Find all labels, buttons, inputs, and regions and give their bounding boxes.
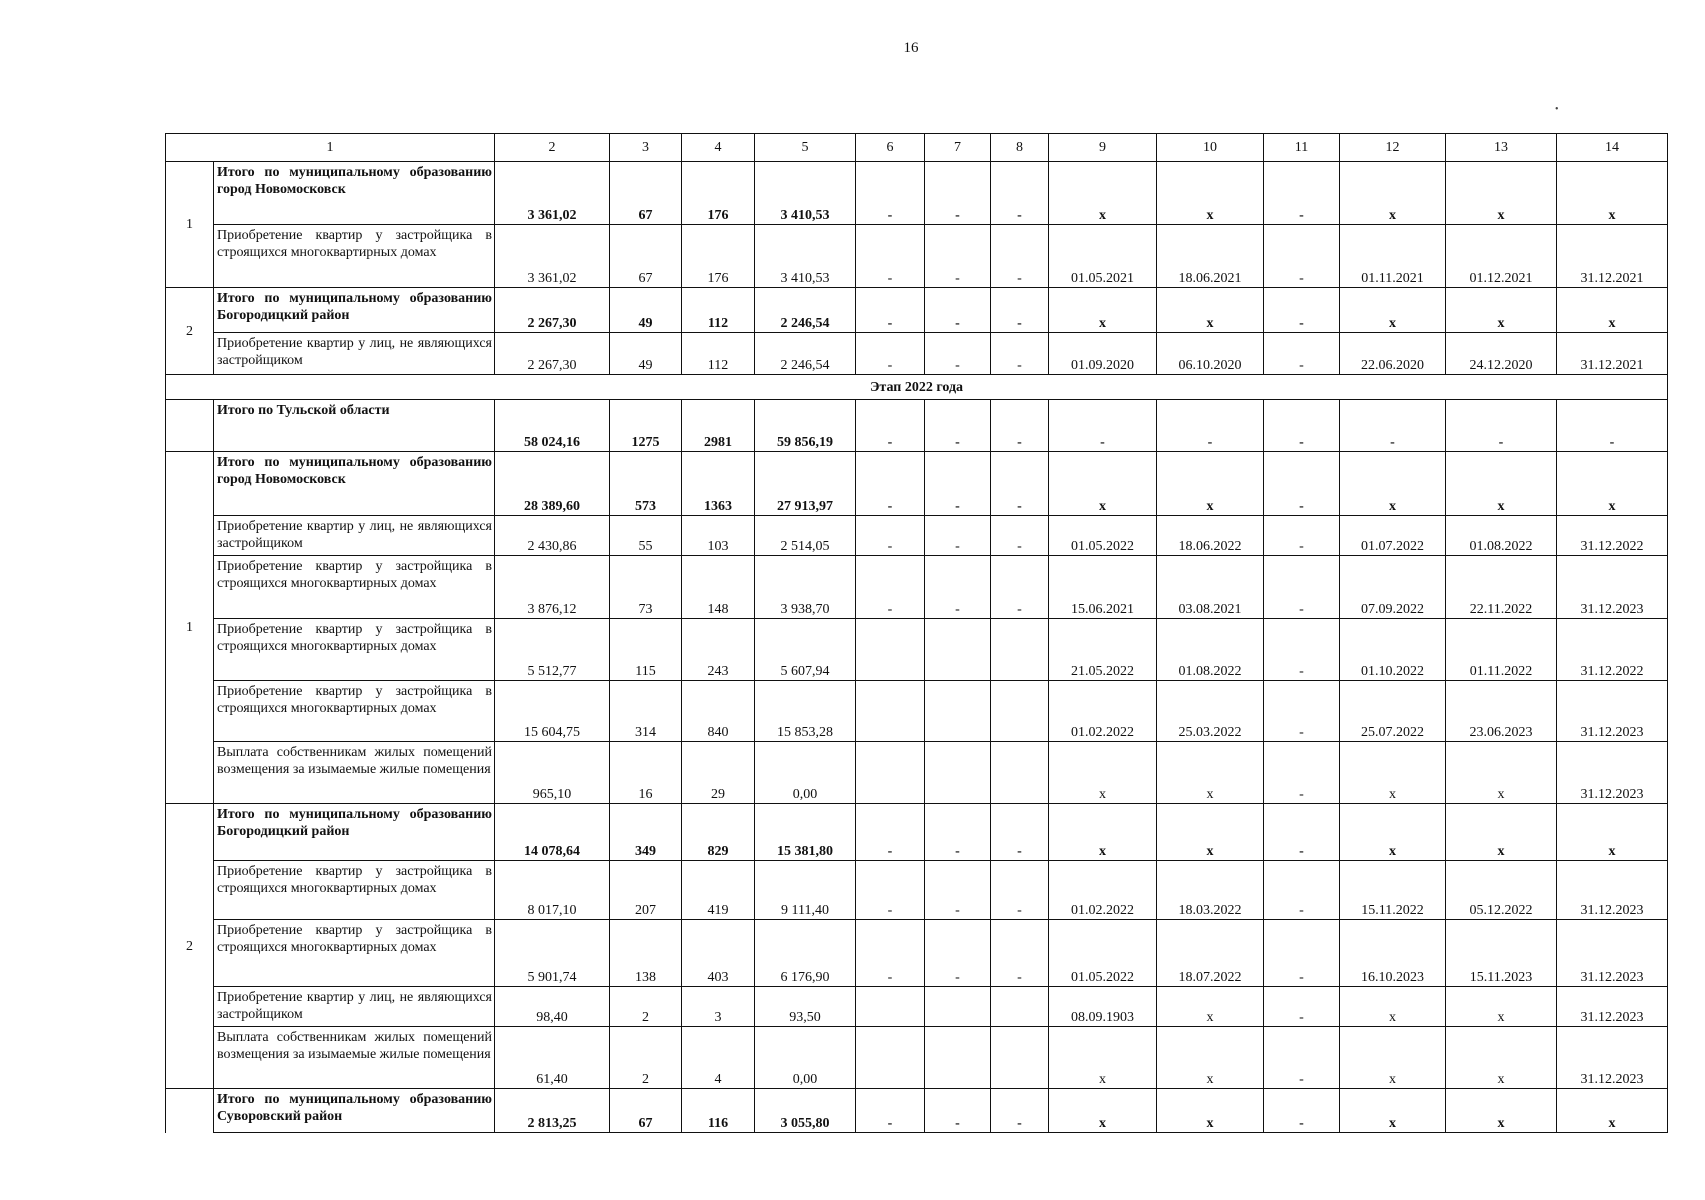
table-cell: 3 876,12	[495, 556, 610, 619]
table-cell: 07.09.2022	[1340, 556, 1446, 619]
table-cell: -	[1264, 556, 1340, 619]
header-cell: 13	[1446, 134, 1557, 162]
row-number: 1	[166, 452, 214, 804]
table-cell: 31.12.2023	[1557, 861, 1668, 920]
table-cell: -	[925, 333, 991, 375]
table-cell: 116	[682, 1089, 755, 1133]
table-cell: 31.12.2022	[1557, 619, 1668, 681]
table-cell: -	[991, 288, 1049, 333]
table-cell: 24.12.2020	[1446, 333, 1557, 375]
table-cell: 25.07.2022	[1340, 681, 1446, 742]
table-cell: x	[1049, 288, 1157, 333]
table-cell: 23.06.2023	[1446, 681, 1557, 742]
table-cell: 22.11.2022	[1446, 556, 1557, 619]
table-cell: -	[1157, 400, 1264, 452]
table-cell: 08.09.1903	[1049, 987, 1157, 1027]
row-name: Итого по муниципальному образованию Богородицкий район	[214, 804, 495, 861]
header-cell: 7	[925, 134, 991, 162]
table-cell: -	[856, 288, 925, 333]
table-row	[166, 225, 1668, 288]
table-cell: 15.06.2021	[1049, 556, 1157, 619]
table-cell: 2	[610, 1027, 682, 1089]
table-cell	[925, 742, 991, 804]
table-cell: -	[925, 516, 991, 556]
table-row	[166, 452, 1668, 516]
table-cell: x	[1340, 288, 1446, 333]
header-cell: 5	[755, 134, 856, 162]
table-cell: x	[1446, 288, 1557, 333]
table-cell: 14 078,64	[495, 804, 610, 861]
table-cell: x	[1049, 1027, 1157, 1089]
table-cell: -	[856, 861, 925, 920]
table-cell: -	[991, 920, 1049, 987]
table-cell: -	[856, 1089, 925, 1133]
table-cell	[856, 681, 925, 742]
row-name: Приобретение квартир у застройщика в строящихся многоквартирных домах	[214, 861, 495, 920]
table-cell: x	[1049, 162, 1157, 225]
row-name: Приобретение квартир у лиц, не являющихся застройщиком	[214, 516, 495, 556]
table-cell: 58 024,16	[495, 400, 610, 452]
table-cell: x	[1340, 1027, 1446, 1089]
table-cell: 28 389,60	[495, 452, 610, 516]
table-cell: 403	[682, 920, 755, 987]
table-cell: 06.10.2020	[1157, 333, 1264, 375]
table-cell	[991, 619, 1049, 681]
row-number	[166, 400, 214, 452]
table-cell: -	[856, 225, 925, 288]
table-cell: 176	[682, 162, 755, 225]
table-cell: 31.12.2021	[1557, 333, 1668, 375]
table-cell: x	[1446, 742, 1557, 804]
table-cell: 01.09.2020	[1049, 333, 1157, 375]
table-cell: 01.08.2022	[1157, 619, 1264, 681]
table-cell: 31.12.2023	[1557, 920, 1668, 987]
table-cell: x	[1049, 804, 1157, 861]
table-cell: -	[1264, 1027, 1340, 1089]
table-cell: -	[991, 556, 1049, 619]
table-cell: -	[1264, 987, 1340, 1027]
table-cell: -	[856, 516, 925, 556]
table-cell: -	[1264, 920, 1340, 987]
row-name: Приобретение квартир у застройщика в строящихся многоквартирных домах	[214, 619, 495, 681]
table-cell: 176	[682, 225, 755, 288]
table-cell: x	[1157, 1027, 1264, 1089]
table-cell: 18.06.2021	[1157, 225, 1264, 288]
table-cell: 5 607,94	[755, 619, 856, 681]
table-cell: 67	[610, 1089, 682, 1133]
table-cell: x	[1049, 452, 1157, 516]
table-cell: 2	[610, 987, 682, 1027]
stage-label: Этап 2022 года	[166, 375, 1668, 400]
table-cell: 112	[682, 288, 755, 333]
table-cell: -	[1264, 400, 1340, 452]
table-cell: -	[1446, 400, 1557, 452]
table-cell: -	[1264, 861, 1340, 920]
table-cell: 103	[682, 516, 755, 556]
table-cell: -	[991, 516, 1049, 556]
table-cell: 314	[610, 681, 682, 742]
table-cell: 31.12.2023	[1557, 681, 1668, 742]
table-cell: 2 267,30	[495, 333, 610, 375]
table-cell: 2 430,86	[495, 516, 610, 556]
table-cell: 67	[610, 225, 682, 288]
table-cell: 2 813,25	[495, 1089, 610, 1133]
scan-speck-mark: •	[1555, 104, 1559, 115]
table-cell: x	[1446, 452, 1557, 516]
table-cell: -	[925, 920, 991, 987]
table-cell: 73	[610, 556, 682, 619]
table-row	[166, 1027, 1668, 1089]
table-cell: -	[1340, 400, 1446, 452]
table-cell: x	[1340, 162, 1446, 225]
table-cell: 2 246,54	[755, 288, 856, 333]
table-cell: 15 604,75	[495, 681, 610, 742]
table-row	[166, 742, 1668, 804]
table-cell: x	[1157, 804, 1264, 861]
row-name: Приобретение квартир у лиц, не являющихся застройщиком	[214, 333, 495, 375]
table-cell: -	[925, 1089, 991, 1133]
table-cell: 01.12.2021	[1446, 225, 1557, 288]
table-cell: 05.12.2022	[1446, 861, 1557, 920]
table-cell: -	[856, 452, 925, 516]
table-cell	[925, 1027, 991, 1089]
table-cell: 29	[682, 742, 755, 804]
table-cell: 0,00	[755, 1027, 856, 1089]
header-cell: 1	[166, 134, 495, 162]
table-row	[166, 681, 1668, 742]
table-cell: 9 111,40	[755, 861, 856, 920]
table-row	[166, 288, 1668, 333]
table-cell: -	[1264, 619, 1340, 681]
table-cell: -	[1264, 1089, 1340, 1133]
table-cell: x	[1157, 288, 1264, 333]
table-cell	[856, 742, 925, 804]
table-cell: -	[991, 1089, 1049, 1133]
table-cell: -	[1049, 400, 1157, 452]
table-cell: -	[1264, 681, 1340, 742]
table-cell: x	[1340, 804, 1446, 861]
table-cell: 01.11.2021	[1340, 225, 1446, 288]
table-cell: x	[1157, 742, 1264, 804]
table-cell: 3	[682, 987, 755, 1027]
table-cell: 31.12.2022	[1557, 516, 1668, 556]
row-name: Итого по Тульской области	[214, 400, 495, 452]
header-cell: 8	[991, 134, 1049, 162]
table-row	[166, 619, 1668, 681]
table-cell: 18.03.2022	[1157, 861, 1264, 920]
table-cell: x	[1446, 987, 1557, 1027]
table-cell	[991, 1027, 1049, 1089]
table-cell: 31.12.2021	[1557, 225, 1668, 288]
table-cell: 01.08.2022	[1446, 516, 1557, 556]
table-cell	[991, 681, 1049, 742]
table-cell	[925, 681, 991, 742]
table-cell: 01.11.2022	[1446, 619, 1557, 681]
header-cell: 14	[1557, 134, 1668, 162]
table-cell: 3 410,53	[755, 162, 856, 225]
table-cell: 31.12.2023	[1557, 742, 1668, 804]
table-cell	[856, 619, 925, 681]
table-cell: 3 361,02	[495, 162, 610, 225]
table-cell: 5 512,77	[495, 619, 610, 681]
table-cell	[856, 1027, 925, 1089]
table-cell: -	[991, 804, 1049, 861]
table-cell: x	[1557, 452, 1668, 516]
table-cell: -	[1264, 516, 1340, 556]
row-name: Приобретение квартир у лиц, не являющихся застройщиком	[214, 987, 495, 1027]
table-cell: 01.05.2021	[1049, 225, 1157, 288]
table-cell: -	[1264, 333, 1340, 375]
table-cell: 98,40	[495, 987, 610, 1027]
data-table	[165, 133, 1668, 1133]
table-cell	[991, 742, 1049, 804]
table-cell: 115	[610, 619, 682, 681]
header-cell: 2	[495, 134, 610, 162]
page-number: 16	[903, 40, 919, 56]
table-cell: x	[1340, 1089, 1446, 1133]
table-cell: 31.12.2023	[1557, 1027, 1668, 1089]
table-cell: 5 901,74	[495, 920, 610, 987]
table-cell: -	[991, 333, 1049, 375]
table-row	[166, 861, 1668, 920]
table-cell: 49	[610, 333, 682, 375]
table-cell: -	[991, 400, 1049, 452]
table-cell: 0,00	[755, 742, 856, 804]
table-cell: 2981	[682, 400, 755, 452]
table-cell: 59 856,19	[755, 400, 856, 452]
header-cell: 6	[856, 134, 925, 162]
table-cell	[856, 987, 925, 1027]
row-name: Выплата собственникам жилых помещений возмещения за изымаемые жилые помещения	[214, 1027, 495, 1089]
table-cell: x	[1340, 987, 1446, 1027]
table-cell: 16.10.2023	[1340, 920, 1446, 987]
header-cell: 11	[1264, 134, 1340, 162]
table-cell: x	[1557, 162, 1668, 225]
table-cell: 2 267,30	[495, 288, 610, 333]
table-cell: 15.11.2022	[1340, 861, 1446, 920]
table-cell: -	[1264, 225, 1340, 288]
table-cell: -	[925, 452, 991, 516]
table-cell: -	[856, 162, 925, 225]
table-cell: 61,40	[495, 1027, 610, 1089]
header-row	[166, 134, 1668, 162]
table-cell: 18.07.2022	[1157, 920, 1264, 987]
header-cell: 9	[1049, 134, 1157, 162]
table-cell: 49	[610, 288, 682, 333]
table-cell: 573	[610, 452, 682, 516]
table-cell: 03.08.2021	[1157, 556, 1264, 619]
table-row	[166, 1089, 1668, 1133]
table-cell: 8 017,10	[495, 861, 610, 920]
row-name: Приобретение квартир у застройщика в строящихся многоквартирных домах	[214, 920, 495, 987]
table-cell: 01.05.2022	[1049, 920, 1157, 987]
oblast-total-row	[166, 400, 1668, 452]
table-row	[166, 804, 1668, 861]
table-cell: 3 055,80	[755, 1089, 856, 1133]
table-cell: 01.02.2022	[1049, 681, 1157, 742]
table-cell: 1363	[682, 452, 755, 516]
table-cell: 2 246,54	[755, 333, 856, 375]
table-cell: 829	[682, 804, 755, 861]
table-body	[166, 134, 1668, 1133]
table-cell: -	[856, 920, 925, 987]
table-cell: -	[1264, 452, 1340, 516]
row-name: Приобретение квартир у застройщика в строящихся многоквартирных домах	[214, 681, 495, 742]
row-number: 2	[166, 288, 214, 375]
table-cell	[925, 619, 991, 681]
table-cell: -	[856, 556, 925, 619]
table-cell: x	[1446, 804, 1557, 861]
table-cell: 22.06.2020	[1340, 333, 1446, 375]
table-cell: 25.03.2022	[1157, 681, 1264, 742]
table-cell: 67	[610, 162, 682, 225]
table-cell: 21.05.2022	[1049, 619, 1157, 681]
table-cell: x	[1049, 742, 1157, 804]
table-cell: -	[925, 556, 991, 619]
table-cell: x	[1157, 1089, 1264, 1133]
table-cell: x	[1340, 742, 1446, 804]
table-cell: 3 410,53	[755, 225, 856, 288]
table-cell: -	[1264, 742, 1340, 804]
table-cell: 148	[682, 556, 755, 619]
table-cell: 112	[682, 333, 755, 375]
row-number: 1	[166, 162, 214, 288]
row-name: Итого по муниципальному образованию Богородицкий район	[214, 288, 495, 333]
table-cell: 349	[610, 804, 682, 861]
table-cell: 840	[682, 681, 755, 742]
table-cell: -	[991, 861, 1049, 920]
table-cell: 31.12.2023	[1557, 556, 1668, 619]
table-cell: -	[991, 162, 1049, 225]
table-cell: -	[925, 225, 991, 288]
row-name: Приобретение квартир у застройщика в строящихся многоквартирных домах	[214, 225, 495, 288]
table-cell: -	[1264, 288, 1340, 333]
table-cell: 4	[682, 1027, 755, 1089]
table-cell: 18.06.2022	[1157, 516, 1264, 556]
header-cell: 3	[610, 134, 682, 162]
table-cell: 6 176,90	[755, 920, 856, 987]
table-cell: 55	[610, 516, 682, 556]
row-number: 2	[166, 804, 214, 1089]
table-cell: x	[1446, 1027, 1557, 1089]
table-cell: x	[1557, 288, 1668, 333]
table-cell: 207	[610, 861, 682, 920]
table-cell: -	[925, 288, 991, 333]
table-cell: x	[1446, 1089, 1557, 1133]
table-cell: -	[856, 804, 925, 861]
table-cell: -	[925, 804, 991, 861]
table-cell: 15.11.2023	[1446, 920, 1557, 987]
table-cell: 01.07.2022	[1340, 516, 1446, 556]
table-cell: -	[856, 400, 925, 452]
table-cell: -	[991, 452, 1049, 516]
table-cell: 15 381,80	[755, 804, 856, 861]
table-cell: x	[1557, 804, 1668, 861]
table-cell: x	[1157, 162, 1264, 225]
table-cell: 1275	[610, 400, 682, 452]
table-cell: 2 514,05	[755, 516, 856, 556]
table-row	[166, 987, 1668, 1027]
table-cell: -	[1264, 804, 1340, 861]
row-name: Выплата собственникам жилых помещений возмещения за изымаемые жилые помещения	[214, 742, 495, 804]
table-cell: x	[1157, 452, 1264, 516]
table-cell: -	[925, 400, 991, 452]
row-name: Итого по муниципальному образованию Суворовский район	[214, 1089, 495, 1133]
row-name: Итого по муниципальному образованию город Новомосковск	[214, 452, 495, 516]
table-cell: x	[1446, 162, 1557, 225]
table-cell: x	[1557, 1089, 1668, 1133]
table-row	[166, 920, 1668, 987]
table-cell: 16	[610, 742, 682, 804]
table-cell: 27 913,97	[755, 452, 856, 516]
table-row	[166, 333, 1668, 375]
table-cell: 01.05.2022	[1049, 516, 1157, 556]
table-cell: -	[1264, 162, 1340, 225]
table-row	[166, 516, 1668, 556]
table-cell	[925, 987, 991, 1027]
table-cell: x	[1049, 1089, 1157, 1133]
table-cell: 3 938,70	[755, 556, 856, 619]
table-cell: -	[991, 225, 1049, 288]
table-cell: 965,10	[495, 742, 610, 804]
table-cell: -	[1557, 400, 1668, 452]
table-cell: x	[1157, 987, 1264, 1027]
stage-row	[166, 375, 1668, 400]
table-cell: -	[925, 861, 991, 920]
header-cell: 10	[1157, 134, 1264, 162]
table-cell: 01.02.2022	[1049, 861, 1157, 920]
table-cell: -	[856, 333, 925, 375]
table-cell: -	[925, 162, 991, 225]
table-cell: x	[1340, 452, 1446, 516]
table-cell: 93,50	[755, 987, 856, 1027]
table-row	[166, 162, 1668, 225]
table-cell: 15 853,28	[755, 681, 856, 742]
row-name: Итого по муниципальному образованию город Новомосковск	[214, 162, 495, 225]
table-cell: 243	[682, 619, 755, 681]
row-number	[166, 1089, 214, 1133]
row-name: Приобретение квартир у застройщика в строящихся многоквартирных домах	[214, 556, 495, 619]
table-cell: 138	[610, 920, 682, 987]
header-cell: 12	[1340, 134, 1446, 162]
table-cell: 419	[682, 861, 755, 920]
header-cell: 4	[682, 134, 755, 162]
table-row	[166, 556, 1668, 619]
table-cell	[991, 987, 1049, 1027]
table-cell: 01.10.2022	[1340, 619, 1446, 681]
table-cell: 31.12.2023	[1557, 987, 1668, 1027]
table-cell: 3 361,02	[495, 225, 610, 288]
